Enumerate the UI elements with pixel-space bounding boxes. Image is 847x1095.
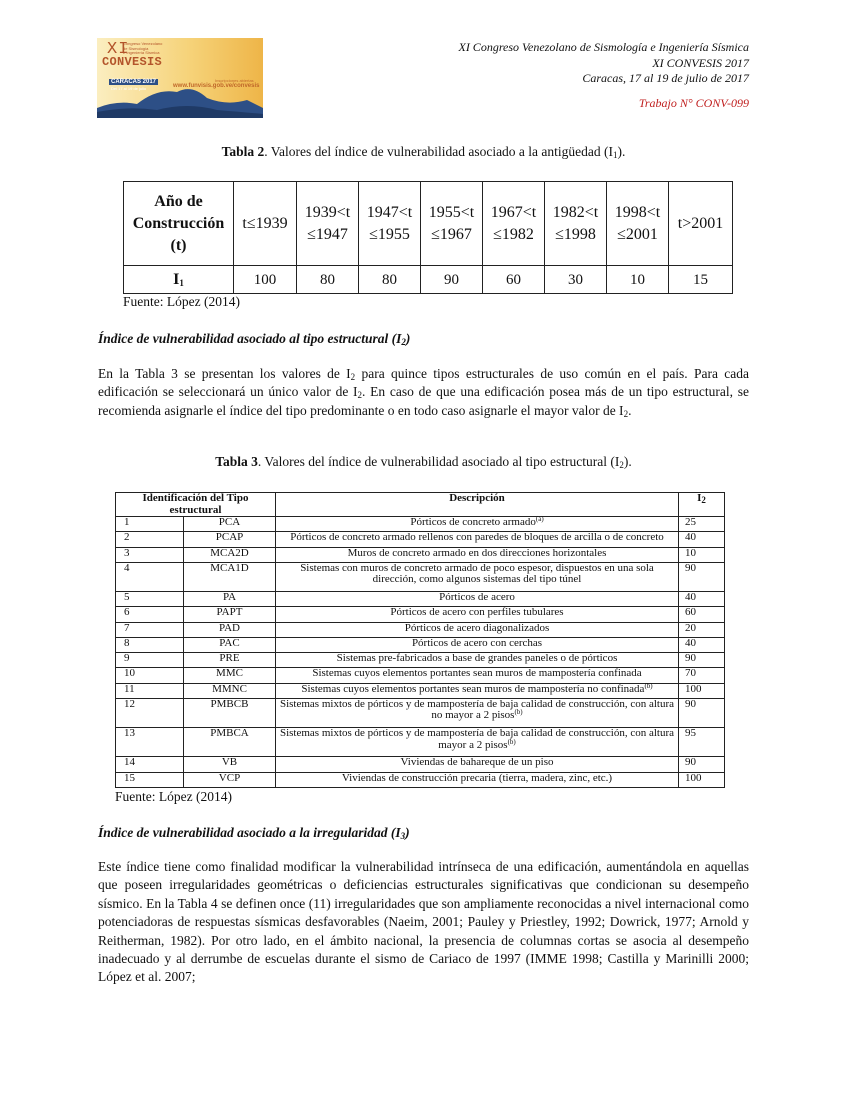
table3-cell-code: PMBCB bbox=[184, 698, 276, 727]
paragraph-irregularity: Este índice tiene como finalidad modificar la vulnerabilidad intrínseca de una edificación, aumentándola en aquellas que poseen irregularidades geométricas o deficiencias estructurales significativas que condicionan su desempeño sísmico. En la Tabla 4 se definen once (11) irregularidades que son ampliamente reconocidas a nivel internacional como potenciadoras de respuestas sísmicas desfavorables (Naeim, 2001; Pauley y Priestley, 1992; Dowrick, 1977; Arnold y Reitherman, 1982). Por otro lado, en el ámbito nacional, la presencia de columnas cortas se asocia al desempeño inadecuado y al derrumbe de escuelas durante el sismo de Cariaco de 1997 (IMME 1998; Castilla y Marinilli 2000; López et al. 2007; bbox=[98, 859, 749, 985]
table3-cell-code: PCAP bbox=[184, 532, 276, 547]
conference-edition: XI CONVESIS 2017 bbox=[652, 55, 749, 70]
table3-cell-code: PMBCA bbox=[184, 728, 276, 757]
table2-range: t≤1939 bbox=[234, 182, 297, 266]
table3-header-row bbox=[116, 493, 725, 517]
table3-cell-index: 95 bbox=[679, 728, 725, 757]
table3-cell-description: Sistemas pre-fabricados a base de grandes paneles o de pórticos bbox=[276, 653, 679, 668]
table3-structural-index bbox=[115, 492, 725, 788]
table3-row bbox=[116, 728, 725, 757]
conference-dates: Caracas, 17 al 19 de julio de 2017 bbox=[582, 71, 749, 85]
table3-cell-description: Viviendas de bahareque de un piso bbox=[276, 757, 679, 772]
paper-id: Trabajo N° CONV-099 bbox=[638, 96, 749, 110]
table2-range: 1982<t ≤1998 bbox=[545, 182, 607, 266]
table3-cell-number: 10 bbox=[116, 668, 184, 683]
table3-cell-number: 8 bbox=[116, 637, 184, 652]
table3-row bbox=[116, 653, 725, 668]
table3-cell-index: 20 bbox=[679, 622, 725, 637]
table3-row bbox=[116, 532, 725, 547]
table3-cell-number: 12 bbox=[116, 698, 184, 727]
table2-header-label: Año de Construcción (t) bbox=[124, 182, 234, 266]
table3-row bbox=[116, 517, 725, 532]
table3-cell-code: VB bbox=[184, 757, 276, 772]
table2-caption: Tabla 2. Valores del índice de vulnerabilidad asociado a la antigüedad $(I_1)$. bbox=[221, 144, 626, 160]
table2-row-label: $I_1$ bbox=[124, 266, 234, 294]
table3-cell-index: 40 bbox=[679, 532, 725, 547]
table3-cell-index: 70 bbox=[679, 668, 725, 683]
conference-logo bbox=[97, 38, 263, 118]
table2-source: Fuente: López (2014) bbox=[123, 294, 240, 309]
table3-row bbox=[116, 637, 725, 652]
table2-range: 1947<t ≤1955 bbox=[359, 182, 421, 266]
table3-cell-index: 40 bbox=[679, 592, 725, 607]
table3-cell-number: 3 bbox=[116, 547, 184, 562]
table3-cell-description: Pórticos de concreto armado rellenos con paredes de bloques de arcilla o de concreto bbox=[276, 532, 679, 547]
section-heading-structural: Índice de vulnerabilidad asociado al tipo estructural $(I_2)$ bbox=[98, 331, 411, 347]
table3-cell-number: 7 bbox=[116, 622, 184, 637]
table3-cell-description: Pórticos de concreto armado$^{(a)}$ bbox=[276, 517, 679, 532]
table3-row bbox=[116, 757, 725, 772]
table2-value: 80 bbox=[359, 266, 421, 294]
table3-cell-description: Pórticos de acero diagonalizados bbox=[276, 622, 679, 637]
table3-row bbox=[116, 622, 725, 637]
table3-cell-number: 5 bbox=[116, 592, 184, 607]
table2-range: 1955<t ≤1967 bbox=[421, 182, 483, 266]
table3-cell-code: PAPT bbox=[184, 607, 276, 622]
table2-value: 80 bbox=[297, 266, 359, 294]
table3-cell-description: Sistemas cuyos elementos portantes sean muros de mampostería confinada bbox=[276, 668, 679, 683]
table3-header-id: Identificación del Tipo estructural bbox=[116, 493, 276, 517]
table3-cell-number: 2 bbox=[116, 532, 184, 547]
conference-title: XI Congreso Venezolano de Sismología e Ingeniería Sísmica bbox=[458, 40, 749, 54]
table3-row bbox=[116, 772, 725, 787]
table3-row bbox=[116, 683, 725, 698]
table3-row bbox=[116, 668, 725, 683]
table3-cell-code: MMNC bbox=[184, 683, 276, 698]
table3-cell-index: 100 bbox=[679, 683, 725, 698]
table3-cell-description: Pórticos de acero con cerchas bbox=[276, 637, 679, 652]
table2-value: 10 bbox=[607, 266, 669, 294]
table3-cell-code: PAC bbox=[184, 637, 276, 652]
section-heading-irregularity: Índice de vulnerabilidad asociado a la irregularidad $(I_3)$ bbox=[98, 825, 410, 841]
table3-caption: Tabla 3. Valores del índice de vulnerabilidad asociado al tipo estructural $(I_2)$. bbox=[215, 454, 632, 470]
table3-cell-index: 40 bbox=[679, 637, 725, 652]
table3-header-index: $I_2$ bbox=[679, 493, 725, 517]
table3-cell-number: 9 bbox=[116, 653, 184, 668]
table2-age-index bbox=[123, 181, 733, 294]
table3-cell-index: 10 bbox=[679, 547, 725, 562]
logo-url: www.funvisis.gob.ve/convesis bbox=[173, 83, 260, 89]
table3-row bbox=[116, 592, 725, 607]
logo-roman-numeral: XI bbox=[107, 40, 130, 59]
table2-value-row bbox=[124, 266, 733, 294]
table3-cell-code: MMC bbox=[184, 668, 276, 683]
table2-header-row bbox=[124, 182, 733, 266]
table2-range: 1998<t ≤2001 bbox=[607, 182, 669, 266]
table3-row bbox=[116, 547, 725, 562]
table3-cell-code: PRE bbox=[184, 653, 276, 668]
logo-city: CARACAS 2017 bbox=[111, 79, 157, 85]
table3-header-description: Descripción bbox=[276, 493, 679, 517]
paragraph-structural: En la Tabla 3 se presentan los valores de $I_2$ para quince tipos estructurales de uso común en el país. Para cada edificación se seleccionará un único valor de $I_2$. En caso de que una edificación posea más de un tipo estructural, se recomienda asignarle el índice del tipo predominante o en todo caso asignarle el mayor valor de $I_2$. bbox=[98, 366, 749, 419]
table3-cell-index: 90 bbox=[679, 653, 725, 668]
table3-cell-number: 15 bbox=[116, 772, 184, 787]
table3-cell-index: 90 bbox=[679, 698, 725, 727]
table3-cell-description: Sistemas mixtos de pórticos y de mampostería de baja calidad de construcción, con altura mayor a 2 pisos$^{(b)}$ bbox=[276, 728, 679, 757]
logo-name: CONVESIS bbox=[102, 55, 163, 69]
conference-info bbox=[458, 40, 749, 87]
table3-cell-description: Muros de concreto armado en dos direcciones horizontales bbox=[276, 547, 679, 562]
table3-cell-code: MCA2D bbox=[184, 547, 276, 562]
table3-cell-number: 14 bbox=[116, 757, 184, 772]
table3-cell-index: 60 bbox=[679, 607, 725, 622]
table3-cell-description: Pórticos de acero bbox=[276, 592, 679, 607]
table3-cell-description: Pórticos de acero con perfiles tubulares bbox=[276, 607, 679, 622]
logo-registration: Inscripciones abiertas bbox=[215, 78, 254, 83]
table3-cell-number: 4 bbox=[116, 562, 184, 591]
table2-value: 30 bbox=[545, 266, 607, 294]
table3-cell-description: Sistemas con muros de concreto armado de poco espesor, dispuestos en una sola dirección, como algunos sistemas del tipo túnel bbox=[276, 562, 679, 591]
table3-cell-index: 100 bbox=[679, 772, 725, 787]
table3-row bbox=[116, 698, 725, 727]
table3-row bbox=[116, 607, 725, 622]
table3-cell-code: MCA1D bbox=[184, 562, 276, 591]
table3-row bbox=[116, 562, 725, 591]
table3-cell-description: Sistemas mixtos de pórticos y de mampostería de baja calidad de construcción, con altura no mayor a 2 pisos$^{(b)}$ bbox=[276, 698, 679, 727]
table3-cell-index: 90 bbox=[679, 562, 725, 591]
table3-cell-index: 25 bbox=[679, 517, 725, 532]
table3-cell-index: 90 bbox=[679, 757, 725, 772]
table3-cell-code: PCA bbox=[184, 517, 276, 532]
table3-cell-number: 6 bbox=[116, 607, 184, 622]
table3-cell-code: VCP bbox=[184, 772, 276, 787]
table2-value: 15 bbox=[669, 266, 733, 294]
logo-dates: Del 17 al 19 de julio bbox=[111, 86, 147, 91]
table2-range: t>2001 bbox=[669, 182, 733, 266]
table2-range: 1939<t ≤1947 bbox=[297, 182, 359, 266]
table3-cell-number: 1 bbox=[116, 517, 184, 532]
table3-cell-number: 11 bbox=[116, 683, 184, 698]
table3-cell-description: Sistemas cuyos elementos portantes sean muros de mampostería no confinada$^{(b)}$ bbox=[276, 683, 679, 698]
table3-cell-number: 13 bbox=[116, 728, 184, 757]
table2-value: 60 bbox=[483, 266, 545, 294]
table2-range: 1967<t ≤1982 bbox=[483, 182, 545, 266]
table3-source: Fuente: López (2014) bbox=[115, 789, 232, 804]
table2-value: 90 bbox=[421, 266, 483, 294]
table3-cell-code: PAD bbox=[184, 622, 276, 637]
table3-cell-description: Viviendas de construcción precaria (tierra, madera, zinc, etc.) bbox=[276, 772, 679, 787]
table2-value: 100 bbox=[234, 266, 297, 294]
logo-tagline: Congreso Venezolano de Sismología e Ingeniería Sísmica bbox=[123, 41, 163, 56]
table3-cell-code: PA bbox=[184, 592, 276, 607]
